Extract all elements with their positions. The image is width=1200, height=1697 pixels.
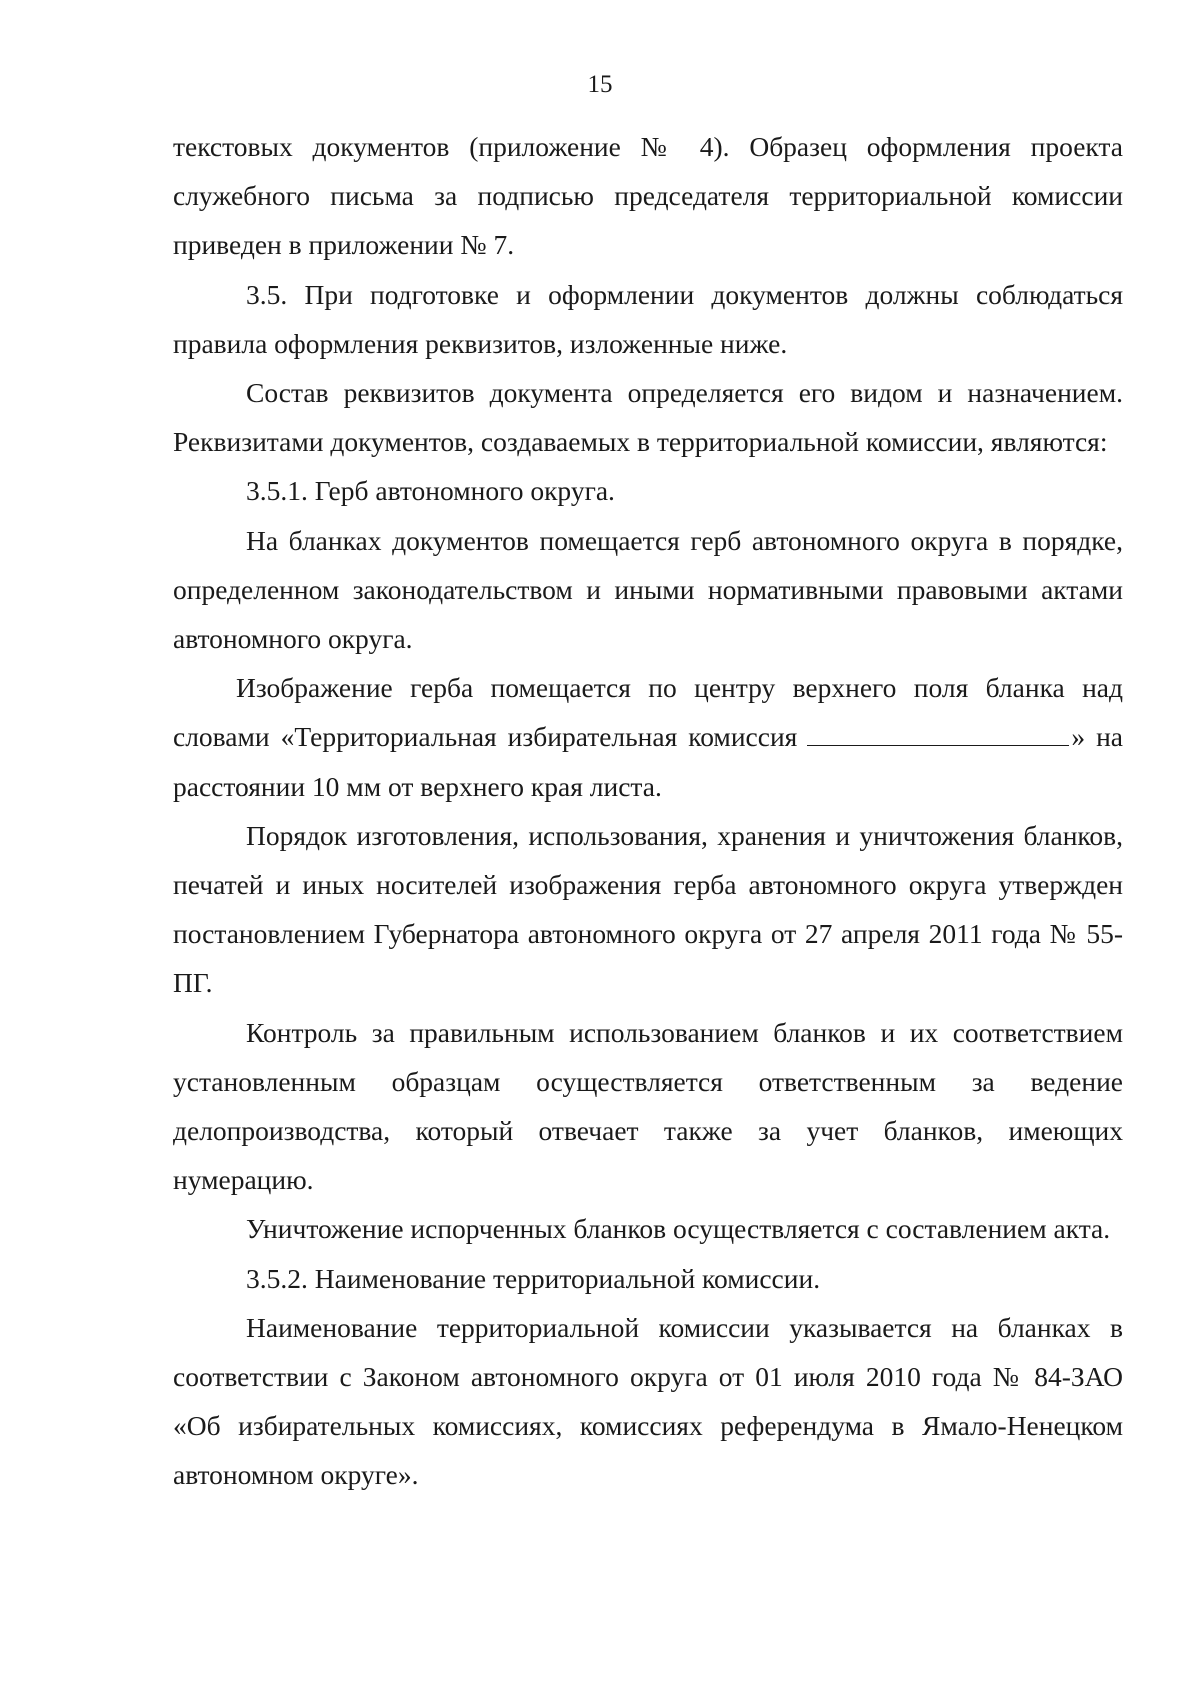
paragraph-blanks-procedure: Порядок изготовления, использования, хранения и уничтожения бланков, печатей и иных носителей изображения герба автономного округа утвержден постановлением Губернатора автономного округа от 27 апреля 2011 года № 55-ПГ. — [173, 819, 1123, 999]
paragraph-coat-of-arms-image — [173, 663, 1123, 811]
paragraph-requisites-composition: Состав реквизитов документа определяется его видом и назначением. Реквизитами документов, создаваемых в территориальной комиссии, являются: — [173, 377, 1123, 458]
paragraph-coat-of-arms-image-text: Изображение герба помещается по центру верхнего поля бланка над словами «Территориальная избирательная комиссия — [173, 672, 1123, 753]
heading-3-5-1: 3.5.1. Герб автономного округа. — [246, 475, 615, 507]
paragraph-blanks-control: Контроль за правильным использованием бланков и их соответствием установленным образцам осуществляется ответственным за ведение делопроизводства, который отвечает также за учет бланков, имеющих нумерацию. — [173, 1016, 1123, 1196]
page-number: 15 — [587, 71, 613, 98]
document-body — [173, 122, 1123, 1500]
paragraph-section-3-5: 3.5. При подготовке и оформлении документов должны соблюдаться правила оформления реквизитов, изложенные ниже. — [173, 278, 1123, 359]
paragraph-blanks-destruction: Уничтожение испорченных бланков осуществляется с составлением акта. — [246, 1213, 1111, 1245]
paragraph-continuation: текстовых документов (приложение № 4). Образец оформления проекта служебного письма за подписью председателя территориальной комиссии приведен в приложении № 7. — [173, 131, 1123, 261]
heading-3-5-2: 3.5.2. Наименование территориальной комиссии. — [246, 1262, 821, 1294]
paragraph-commission-name: Наименование территориальной комиссии указывается на бланках в соответствии с Законом автономного округа от 01 июля 2010 года № 84-ЗАО «Об избирательных комиссиях, комиссиях референдума в Ямало-Ненецком автономном округе». — [173, 1311, 1123, 1491]
closing-quote: » — [1071, 721, 1086, 753]
paragraph-coat-of-arms-image-tail: на расстоянии 10 мм от верхнего края листа. — [173, 721, 1123, 802]
paragraph-coat-of-arms-placement: На бланках документов помещается герб автономного округа в порядке, определенном законодательством и иными нормативными правовыми актами автономного округа. — [173, 524, 1123, 655]
blank-fill-line — [807, 719, 1069, 746]
